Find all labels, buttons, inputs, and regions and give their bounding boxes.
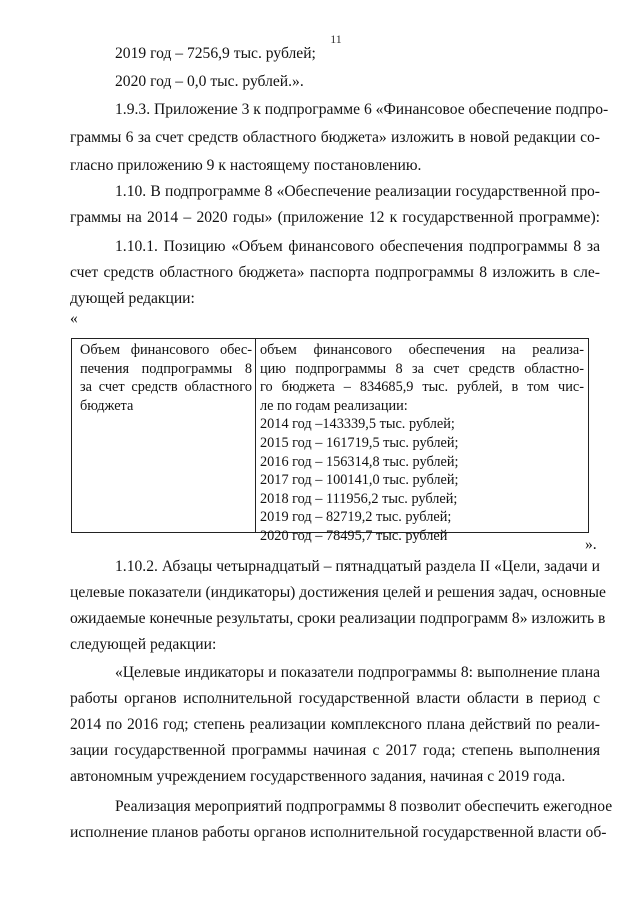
text-line: 1.10.2. Абзацы четырнадцатый – пятнадцатый раздела II «Цели, задачи и xyxy=(115,558,600,575)
page-number: 11 xyxy=(330,32,342,46)
text-line: 1.9.3. Приложение 3 к подпрограмме 6 «Финансовое обеспечение подпро- xyxy=(115,101,609,118)
cell-line: го бюджета – 834685,9 тыс. рублей, в том чис- xyxy=(260,379,584,396)
table-cell-label xyxy=(80,341,252,415)
text-line: граммы 6 за счет средств областного бюджета» изложить в новой редакции со- xyxy=(70,129,600,146)
text-line: зации государственной программы начиная с 2017 года; степень выполнения xyxy=(70,742,600,759)
cell-line: 2020 год – 78495,7 тыс. рублей xyxy=(260,527,448,544)
cell-line: Объем финансового обес- xyxy=(80,342,252,358)
text-line: 1.10.1. Позицию «Объем финансового обеспечения подпрограммы 8 за xyxy=(115,238,600,255)
text-line: Реализация мероприятий подпрограммы 8 позволит обеспечить ежегодное xyxy=(115,798,613,815)
cell-line: 2014 год –143339,5 тыс. рублей; xyxy=(260,416,455,433)
table-divider xyxy=(255,339,256,532)
table-cell-value xyxy=(260,341,584,546)
cell-line: 2018 год – 111956,2 тыс. рублей; xyxy=(260,490,458,507)
text-line: автономным учреждением государственного задания, начиная с 2019 года. xyxy=(70,768,566,785)
text-line: исполнение планов работы органов исполнительной государственной власти об- xyxy=(70,824,607,841)
close-quote: ». xyxy=(585,536,597,553)
text-line: 2019 год – 7256,9 тыс. рублей; xyxy=(115,45,316,62)
cell-line: 2017 год – 100141,0 тыс. рублей; xyxy=(260,472,459,489)
cell-line: ле по годам реализации: xyxy=(260,397,408,414)
text-line: работы органов исполнительной государственной власти области в период с xyxy=(70,690,600,707)
text-line: следующей редакции: xyxy=(70,636,217,653)
text-line: гласно приложению 9 к настоящему постановлению. xyxy=(70,157,422,174)
text-line: счет средств областного бюджета» паспорта подпрограммы 8 изложить в сле- xyxy=(70,264,600,281)
cell-line: 2016 год – 156314,8 тыс. рублей; xyxy=(260,453,459,470)
passport-table xyxy=(71,338,589,544)
text-line: дующей редакции: xyxy=(70,290,195,307)
text-line: 2020 год – 0,0 тыс. рублей.». xyxy=(115,73,304,90)
text-line: 2014 по 2016 год; степень реализации комплексного плана действий по реали- xyxy=(70,716,600,733)
cell-line: за счет средств областного xyxy=(80,379,252,396)
cell-line: 2015 год – 161719,5 тыс. рублей; xyxy=(260,434,459,451)
cell-line: бюджета xyxy=(80,397,134,414)
text-line: 1.10. В подпрограмме 8 «Обеспечение реализации государственной про- xyxy=(115,183,600,200)
cell-line: объем финансового обеспечения на реализа- xyxy=(260,342,584,358)
text-line: граммы на 2014 – 2020 годы» (приложение 12 к государственной программе): xyxy=(70,209,600,226)
text-line: «Целевые индикаторы и показатели подпрограммы 8: выполнение плана xyxy=(115,664,600,681)
cell-line: цию подпрограммы 8 за счет средств областно- xyxy=(260,360,584,377)
cell-line: 2019 год – 82719,2 тыс. рублей; xyxy=(260,509,452,526)
open-quote: « xyxy=(70,310,78,327)
text-line: целевые показатели (индикаторы) достижения целей и решения задач, основные xyxy=(70,584,606,601)
text-line: ожидаемые конечные результаты, сроки реализации подпрограмм 8» изложить в xyxy=(70,610,606,627)
cell-line: печения подпрограммы 8 xyxy=(80,360,252,377)
